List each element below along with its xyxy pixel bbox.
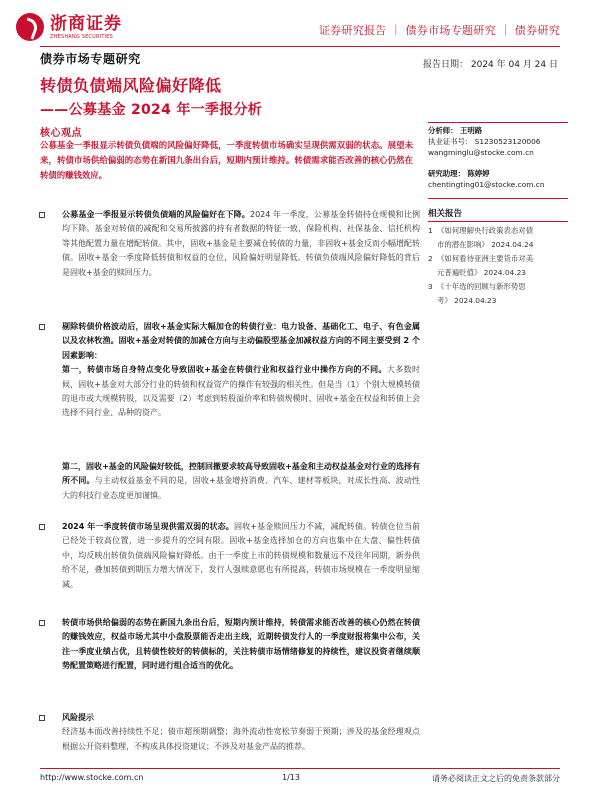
body-paragraph-5 <box>40 616 420 674</box>
document-type: 债券市场专题研究 <box>40 52 141 66</box>
paragraph-lead: 转债市场供给偏弱的态势在新国九条出台后，短期内预计维持，转债需求能否改善的核心仍然在转债的赚钱效应，权益市场尤其中小盘股票能否走出主线，近期转债发行人的一季度财报将集中公布，关注一季度业绩占优，且转债性较好的转债标的，关注转债市场情绪修复的持续性，建议投资者继续顺势配置策略进行配置，同时进行组合适当的优化。 <box>62 618 420 671</box>
page-number: 1/13 <box>282 773 300 782</box>
sidebar-divider <box>428 221 568 222</box>
paragraph-text <box>40 208 420 280</box>
bullet-icon <box>39 620 45 626</box>
body-paragraph-1 <box>40 208 420 280</box>
logo-name-cn: 浙商证券 <box>50 13 122 34</box>
body-paragraph-3 <box>40 460 420 503</box>
related-report-item[interactable] <box>428 224 568 252</box>
related-report-title: 《十年选的回顾与新形势思 <box>437 282 526 291</box>
paragraph-body: 与主动权益基金不同的是，固收+基金增持消费、汽车、建材等板块，对成长性高、波动性大的科技行业态度更加谨慎。 <box>62 476 421 500</box>
sidebar-divider <box>428 198 568 199</box>
paragraph-lead: 2024 年一季度转债市场呈现供需双弱的状态。 <box>62 522 234 531</box>
paragraph-lead: 第一，转债市场自身特点变化导致固收+基金在转债行业和权益行业中操作方向的不同。 <box>62 365 387 375</box>
bullet-icon <box>39 715 45 721</box>
logo-name-en: ZHESHANG SECURITIES <box>50 33 113 40</box>
paragraph-lead: 剔除转债价格波动后，固收+基金实际大幅加仓的转债行业：电力设备、基础化工、电子、有色金属以及农林牧渔。固收+基金对转债的加减仓方向与主动偏股型基金加减权益方向的不同主要受到 2 个因素影响： <box>62 322 420 360</box>
body-paragraph-4 <box>40 520 420 592</box>
related-report-item[interactable] <box>428 252 568 280</box>
bullet-icon <box>39 212 45 218</box>
logo-mark-icon <box>16 13 44 41</box>
related-report-text <box>437 224 533 252</box>
related-report-title: 《如何看待亚洲主要货币对美 <box>437 254 534 263</box>
assistant-line <box>428 168 568 179</box>
paragraph-subpoint <box>40 363 420 421</box>
paragraph-lead: 公募基金一季报显示转债负债端的风险偏好在下降。 <box>62 210 250 219</box>
body-paragraph-2 <box>40 320 420 421</box>
risk-text: 经济基本面改善持续性不足；债市超预期调整；海外流动性宽松节奏弱于预期；涉及的基金经理观点根据公开资料整理，不构成具体投资建议；不涉及对基金产品的推荐。 <box>62 727 420 751</box>
analyst-name: 王明路 <box>459 126 483 135</box>
analyst-email[interactable]: wangminglu@stocke.com.cn <box>428 148 534 157</box>
report-categories: 证券研究报告 ｜ 债券市场专题研究 ｜ 债券研究 <box>318 24 560 37</box>
assistant-name: 陈婷婷 <box>467 169 490 178</box>
risk-section <box>40 711 420 754</box>
paragraph-lead: 第二，固收+基金的风险偏好较低，控制回撤要求较高导致固收+基金和主动权益基金对行业的选择有所不同。 <box>62 462 420 486</box>
related-report-date: 元普遍贬值》 2024.04.23 <box>437 268 527 277</box>
related-report-number: 1 <box>428 226 433 235</box>
disclaimer-note: 请务必阅读正文之后的免责条款部分 <box>432 774 560 783</box>
related-report-text <box>437 252 533 280</box>
sidebar <box>428 120 568 308</box>
related-report-date: 考》 2024.04.23 <box>437 296 497 305</box>
related-report-number: 2 <box>428 254 433 263</box>
related-report-date: 市的潜在影响》 2024.04.24 <box>437 240 534 249</box>
company-logo <box>16 10 216 44</box>
footer-divider <box>40 768 560 769</box>
related-report-number: 3 <box>428 282 433 291</box>
paragraph-body: 大多数时候，固收+基金对大部分行业的转债和权益资产的操作有较强的相关性。但是当（1）个别大规模转债的退市或大规模转股，以及需要（2）考虑到转股溢价率和转债规模时，固收+基金在权益和转债上会选择不同行业、品种的资产。 <box>62 365 420 418</box>
sidebar-divider <box>428 122 568 123</box>
paragraph-text <box>40 616 420 674</box>
report-date: 报告日期： 2024 年 04 月 24 日 <box>423 60 558 70</box>
report-subtitle: ——公募基金 2024 年一季报分析 <box>40 102 263 118</box>
related-report-item[interactable] <box>428 280 568 308</box>
bullet-icon <box>39 324 45 330</box>
related-reports-list <box>428 224 568 308</box>
paragraph-body: 2024 年一季度，公募基金转债持仓规模和比例均下降。基金对转债的减配和交易所披露的持有者数据的特征一致，保险机构、社保基金、信托机构等其他配置力量在增配转债。其中，固收+基金是主要减仓转债的力量，非固收+基金反而小幅增配转债。固收+基金一季度降低转债和权益的仓位，风险偏好明显降低。转债负债端风险偏好降低的背后是固收+基金的赎回压力。 <box>62 210 420 277</box>
paragraph-text <box>40 460 420 503</box>
bullet-icon <box>39 524 45 530</box>
related-reports-heading: 相关报告 <box>428 209 463 219</box>
assistant-label: 研究助理： <box>428 169 465 178</box>
core-view-heading: 核心观点 <box>40 128 82 139</box>
analyst-label: 分析师： <box>428 126 458 135</box>
related-report-text <box>437 280 526 308</box>
analyst-certificate: 执业证书号： S1230523120006 <box>428 137 541 146</box>
core-view-text: 公募基金一季报显示转债负债端的风险偏好降低，一季度转债市场确实呈现供需双弱的状态。展望未来，转债市场供给偏弱的态势在新国九条出台后，短期内预计维持。转债需求能否改善的核心仍然在转债的赚钱效应。 <box>40 140 413 180</box>
analyst-line <box>428 125 568 136</box>
risk-heading: 风险提示 <box>62 713 94 722</box>
related-report-title: 《如何理解央行政策表态对债 <box>437 226 534 235</box>
footer-url[interactable]: http://www.stocke.com.cn <box>40 773 144 782</box>
report-title: 转债负债端风险偏好降低 <box>40 76 222 95</box>
paragraph-text <box>40 320 420 363</box>
paragraph-body: 固收+基金赎回压力不减，减配转债。转债仓位当前已经处于较高位置，进一步提升的空间有限。固收+基金选择加仓的方向也集中在大盘、偏性转债中，均反映出转债负债端风险偏好降低。由于一季度上市的转债规模和数量远不及往年同期，新券供给不足，叠加转债到期压力增大情况下，发行人强赎意愿也有所提高，转债市场规模在一季度明显缩减。 <box>62 522 420 589</box>
assistant-email[interactable]: chentingting01@stocke.com.cn <box>428 180 545 189</box>
paragraph-text <box>40 520 420 592</box>
header-divider <box>40 46 560 47</box>
